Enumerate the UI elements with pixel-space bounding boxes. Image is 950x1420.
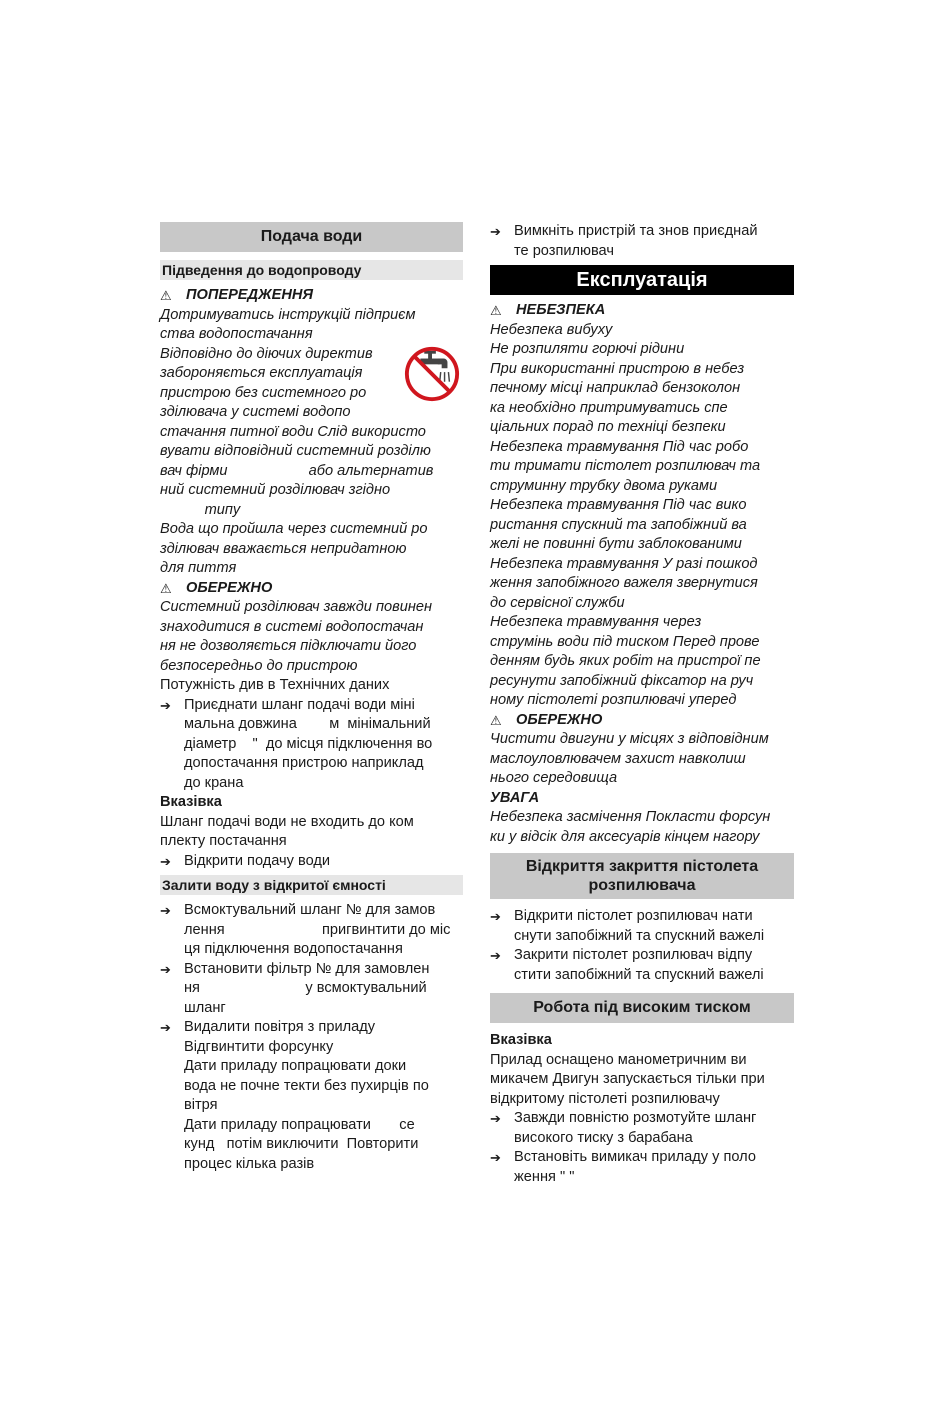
text-line: Відгвинтити форсунку bbox=[184, 1038, 334, 1055]
step-connect-hose bbox=[160, 696, 463, 794]
open-tank-heading: Залити воду з відкритої ємності bbox=[160, 875, 463, 895]
text-line: денням будь яких робіт на пристрої пе bbox=[490, 653, 761, 669]
text-line: Видалити повітря з приладу bbox=[184, 1019, 376, 1035]
warning-triangle-icon: ⚠ bbox=[490, 303, 502, 318]
text-line: стити запобіжний та спускний важелі bbox=[514, 966, 764, 983]
text-line: високого тиску з барабана bbox=[514, 1129, 693, 1146]
text-line: Небезпека травмування У разі пошкод bbox=[490, 555, 758, 572]
text-line: діаметр " до місця підключення во bbox=[184, 735, 433, 752]
right-arrow-icon: ➔ bbox=[490, 224, 501, 239]
caution-label: ОБЕРЕЖНО bbox=[516, 711, 603, 728]
text-line: допостачання пристрою наприклад bbox=[184, 755, 424, 771]
text-line: кунд потім виключити Повторити bbox=[184, 1136, 419, 1152]
text-line: Небезпека травмування Під час робо bbox=[490, 438, 749, 455]
step-text: Відкрити подачу води bbox=[184, 852, 331, 869]
text-line: Встановити фільтр № для замовлен bbox=[184, 960, 430, 977]
text-line: Не розпиляти горючі рідини bbox=[490, 341, 685, 357]
warning-triangle-icon: ⚠ bbox=[160, 288, 172, 303]
right-column bbox=[490, 222, 794, 1187]
step-remove-air bbox=[160, 1018, 463, 1174]
text-line: Всмоктувальний шланг № для замов bbox=[184, 902, 436, 918]
text-line: Шланг подачі води не входить до ком bbox=[160, 813, 414, 830]
right-arrow-icon: ➔ bbox=[160, 903, 171, 918]
warning-text bbox=[160, 306, 463, 579]
note-label: Вказівка bbox=[160, 794, 222, 810]
text-line: типу bbox=[160, 501, 241, 518]
text-line: ресунути запобіжний фіксатор на руч bbox=[490, 672, 754, 689]
text-line: знаходитися в системі водопостачан bbox=[160, 618, 424, 635]
text-line: ня у всмоктувальний bbox=[184, 980, 427, 996]
text-line: стачання питної води Слід використо bbox=[160, 423, 426, 440]
caution-title bbox=[490, 711, 794, 731]
text-line: ка необхідно притримуватись спе bbox=[490, 399, 728, 416]
operation-heading: Експлуатація bbox=[490, 265, 794, 295]
text-line: Дати приладу попрацювати доки bbox=[184, 1058, 407, 1074]
text-line: мальна довжина м мінімальний bbox=[184, 716, 431, 732]
water-supply-heading: Подача води bbox=[160, 222, 463, 252]
step-open-water bbox=[160, 852, 463, 872]
right-arrow-icon: ➔ bbox=[490, 948, 501, 963]
text-line: вітря bbox=[184, 1097, 218, 1113]
text-line: Чистити двигуни у місцях з відповідним bbox=[490, 731, 769, 747]
caution-text bbox=[160, 598, 463, 676]
right-arrow-icon: ➔ bbox=[490, 1111, 501, 1126]
text-line: ному пістолеті розпилювачі уперед bbox=[490, 692, 737, 708]
text-line: Прилад оснащено манометричним ви bbox=[490, 1051, 747, 1068]
danger-label: НЕБЕЗПЕКА bbox=[516, 302, 606, 318]
connection-heading: Підведення до водопроводу bbox=[160, 260, 463, 280]
warning-triangle-icon: ⚠ bbox=[490, 712, 502, 728]
text-line: снути запобіжний та спускний важелі bbox=[514, 927, 765, 944]
text-line: безпосередньо до пристрою bbox=[160, 657, 358, 674]
text-line: вода не почне текти без пухирців по bbox=[184, 1077, 429, 1094]
text-line: Небезпека вибуху bbox=[490, 321, 613, 338]
text-line: Вода що пройшла через системний ро bbox=[160, 521, 428, 537]
text-line: ження запобіжного важеля звернутися bbox=[490, 575, 758, 591]
text-line: до крана bbox=[184, 774, 244, 791]
text-line: микачем Двигун запускається тільки при bbox=[490, 1071, 765, 1087]
caution-title bbox=[160, 579, 463, 599]
text-line: плекту постачання bbox=[160, 833, 287, 849]
right-arrow-icon: ➔ bbox=[160, 1020, 171, 1035]
text-line: лення пригвинтити до міс bbox=[184, 921, 451, 938]
warning-label: ПОПЕРЕДЖЕННЯ bbox=[186, 287, 314, 303]
text-line: Системний розділювач завжди повинен bbox=[160, 599, 432, 615]
text-line: ження " " bbox=[514, 1168, 575, 1185]
text-line: Встановіть вимикач приладу у поло bbox=[514, 1149, 756, 1165]
text-line: вувати відповідний системний розділю bbox=[160, 443, 431, 459]
text-line: для пиття bbox=[160, 560, 237, 576]
text-line: пристрою без системного ро bbox=[160, 384, 367, 401]
step-filter bbox=[160, 960, 463, 1019]
right-arrow-icon: ➔ bbox=[160, 697, 171, 713]
caution-text bbox=[490, 730, 794, 789]
attention-text bbox=[490, 808, 794, 847]
heading-line: розпилювача bbox=[588, 877, 696, 894]
text-line: Відкрити пістолет розпилювач нати bbox=[514, 908, 753, 924]
text-line: Відповідно до діючих директив bbox=[160, 345, 373, 362]
warning-title bbox=[160, 286, 463, 306]
no-tap-water-icon bbox=[403, 345, 461, 403]
warning-triangle-icon: ⚠ bbox=[160, 580, 172, 596]
step-suction-hose bbox=[160, 901, 463, 960]
text-line: зділювача у системі водопо bbox=[160, 404, 351, 420]
right-arrow-icon: ➔ bbox=[160, 853, 171, 869]
power-line: Потужність див в Технічних даних bbox=[160, 677, 390, 693]
right-arrow-icon: ➔ bbox=[490, 909, 501, 924]
text-line: печному місці наприклад бензоколон bbox=[490, 380, 741, 396]
right-arrow-icon: ➔ bbox=[490, 1150, 501, 1165]
text-line: шланг bbox=[184, 999, 226, 1016]
text-line: до сервісної служби bbox=[490, 594, 625, 611]
text-line: Дотримуватись інструкцій підприєм bbox=[160, 306, 416, 323]
step-reconnect-sprayer bbox=[490, 222, 794, 261]
step-set-switch bbox=[490, 1148, 794, 1187]
text-line: вач фірми або альтернатив bbox=[160, 462, 434, 479]
text-line: струминну трубку двома руками bbox=[490, 477, 718, 494]
text-line: Завжди повністю розмотуйте шланг bbox=[514, 1110, 757, 1126]
text-line: маслоуловлювачем захист навколиш bbox=[490, 750, 746, 767]
text-line: Небезпека травмування Під час вико bbox=[490, 497, 747, 513]
text-line: забороняється експлуатація bbox=[160, 365, 363, 381]
text-line: Приєднати шланг подачі води міні bbox=[184, 696, 415, 713]
text-line: Дати приладу попрацювати се bbox=[184, 1116, 415, 1133]
step-unwind-hose bbox=[490, 1109, 794, 1148]
note-text bbox=[160, 813, 463, 852]
caution-label: ОБЕРЕЖНО bbox=[186, 579, 273, 596]
text-line: Закрити пістолет розпилювач відпу bbox=[514, 947, 753, 963]
note-label: Вказівка bbox=[490, 1032, 552, 1048]
attention-title bbox=[490, 789, 794, 809]
left-column bbox=[160, 222, 463, 1174]
step-open-gun bbox=[490, 907, 794, 946]
text-line: ти тримати пістолет розпилювач та bbox=[490, 458, 761, 474]
text-line: желі не повинні бути заблокованими bbox=[490, 536, 742, 552]
text-line: Вимкніть пристрій та знов приєднай bbox=[514, 223, 758, 239]
text-line: ристання спускний та запобіжний ва bbox=[490, 516, 747, 533]
text-line: відкритому пістолеті розпилювачу bbox=[490, 1090, 720, 1107]
text-line: ства водопостачання bbox=[160, 326, 313, 342]
text-line: зділювач вважається непридатною bbox=[160, 540, 407, 557]
text-line: ціальних порад по техніці безпеки bbox=[490, 419, 726, 435]
attention-label: УВАГА bbox=[490, 789, 540, 806]
text-line: ний системний розділювач згідно bbox=[160, 482, 391, 498]
text-line: ця підключення водопостачання bbox=[184, 941, 403, 957]
step-close-gun bbox=[490, 946, 794, 985]
text-line: струмінь води під тиском Перед прове bbox=[490, 633, 760, 650]
text-line: нього середовища bbox=[490, 770, 618, 786]
note-text bbox=[490, 1051, 794, 1110]
danger-text bbox=[490, 321, 794, 711]
heading-line: Відкриття закриття пістолета bbox=[525, 858, 759, 875]
text-line: Небезпека травмування через bbox=[490, 614, 702, 630]
gun-heading bbox=[490, 853, 794, 899]
right-arrow-icon: ➔ bbox=[160, 961, 171, 977]
text-line: Небезпека засмічення Покласти форсун bbox=[490, 809, 771, 825]
text-line: ки у відсік для аксесуарів кінцем нагору bbox=[490, 828, 760, 845]
danger-title bbox=[490, 301, 794, 321]
text-line: ня не дозволяється підключати його bbox=[160, 638, 417, 654]
text-line: процес кілька разів bbox=[184, 1155, 315, 1172]
high-pressure-heading: Робота під високим тиском bbox=[490, 993, 794, 1023]
text-line: те розпилювач bbox=[514, 242, 614, 259]
text-line: При використанні пристрою в небез bbox=[490, 360, 745, 377]
